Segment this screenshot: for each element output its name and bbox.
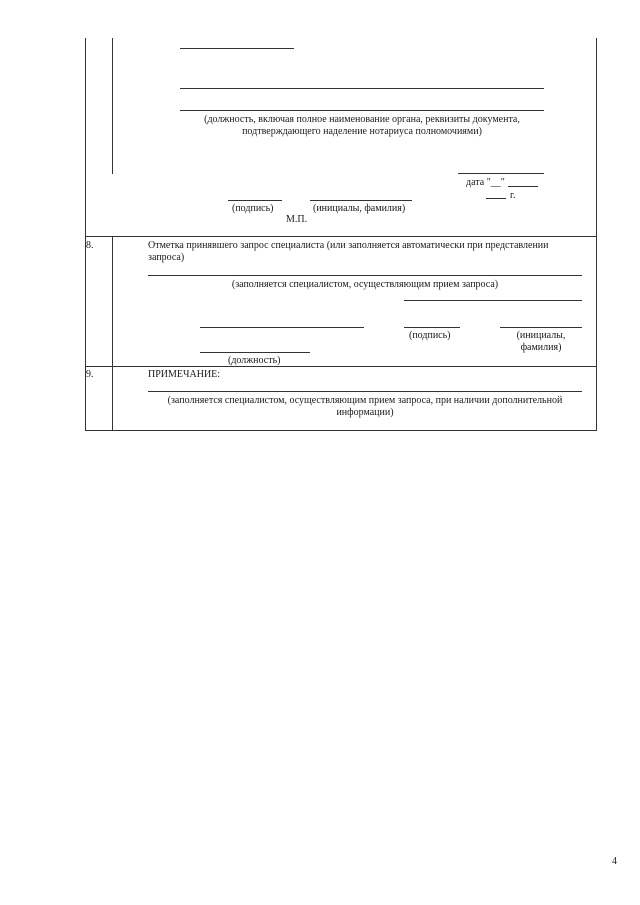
date-month-blank	[508, 186, 538, 187]
authority-caption-line1: (должность, включая полное наименование органа, реквизиты документа,	[204, 114, 520, 125]
row8-position-blank-line	[200, 352, 310, 353]
row9-fill-caption-line2: информации)	[336, 407, 394, 418]
row8-initials-caption-line2: фамилия)	[520, 342, 562, 353]
row8-initials-line	[500, 327, 582, 328]
row8-number: 8.	[86, 240, 94, 251]
row8-position-caption: (должность)	[228, 355, 281, 366]
row8-position-line	[200, 327, 364, 328]
row8-title-line2: запроса)	[148, 252, 185, 263]
date-blank-line	[458, 173, 544, 174]
blank-line-short	[180, 48, 294, 49]
row9-title: ПРИМЕЧАНИЕ:	[148, 369, 221, 380]
date-year-blank	[486, 198, 506, 199]
signature-caption: (подпись)	[232, 203, 274, 214]
year-suffix: г.	[510, 190, 516, 201]
row9-number: 9.	[86, 369, 94, 380]
row8-fill-line	[148, 275, 582, 276]
table-number-column-divider-top	[112, 38, 113, 174]
date-label: дата "__"	[466, 177, 505, 188]
row8-upper-right-line	[404, 300, 582, 301]
page-number: 4	[612, 856, 617, 867]
blank-line-authority-2	[180, 110, 544, 111]
table-number-column-divider-bottom	[112, 237, 113, 431]
row8-signature-caption: (подпись)	[409, 330, 451, 341]
signature-blank-line	[228, 200, 282, 201]
blank-line-authority-1	[180, 88, 544, 89]
row8-title-line1: Отметка принявшего запрос специалиста (или заполняется автоматически при представлении	[148, 240, 549, 251]
initials-blank-line	[310, 200, 412, 201]
authority-caption-line2: подтверждающего наделение нотариуса полномочиями)	[242, 126, 482, 137]
row9-top-border	[85, 366, 597, 367]
row8-fill-caption: (заполняется специалистом, осуществляющим прием запроса)	[231, 279, 499, 290]
seal-label: М.П.	[286, 214, 308, 225]
table-bottom-border	[85, 430, 597, 431]
row8-signature-line	[404, 327, 460, 328]
row8-initials-caption-line1: (инициалы,	[516, 330, 566, 341]
row8-top-border	[85, 236, 597, 237]
row9-fill-caption-line1: (заполняется специалистом, осуществляющим прием запроса, при наличии дополнительной	[167, 395, 563, 406]
row9-fill-line	[148, 391, 582, 392]
initials-caption: (инициалы, фамилия)	[313, 203, 406, 214]
table-right-border	[596, 38, 597, 431]
